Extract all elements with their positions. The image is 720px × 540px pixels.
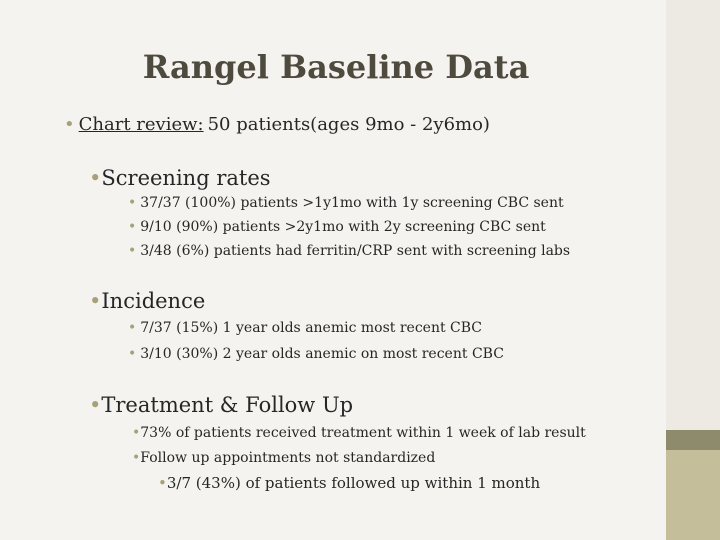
- incidence-item-text: 3/10 (30%) 2 year olds anemic on most recent CBC: [140, 346, 504, 362]
- screening-item-text: 37/37 (100%) patients >1y1mo with 1y screening CBC sent: [140, 195, 564, 211]
- incidence-heading-label: Incidence: [101, 289, 206, 313]
- chart-review-text: 50 patients(ages 9mo - 2y6mo): [207, 114, 490, 135]
- screening-item: [128, 195, 564, 211]
- bullet-icon: •: [89, 166, 102, 190]
- treatment-item: [132, 425, 586, 441]
- chart-review-label: Chart review:: [78, 114, 204, 135]
- bullet-icon: •: [128, 195, 137, 211]
- incidence-heading: [89, 289, 205, 313]
- slide-title: Rangel Baseline Data: [142, 48, 530, 86]
- bullet-icon: •: [89, 393, 102, 417]
- treatment-heading-label: Treatment & Follow Up: [101, 393, 354, 417]
- bullet-icon: •: [132, 450, 141, 466]
- screening-item-text: 3/48 (6%) patients had ferritin/CRP sent with screening labs: [140, 243, 571, 259]
- screening-item-text: 9/10 (90%) patients >2y1mo with 2y screening CBC sent: [140, 219, 546, 235]
- treatment-heading: [89, 393, 353, 417]
- incidence-item: [128, 346, 504, 362]
- screening-heading-label: Screening rates: [101, 166, 271, 190]
- incidence-item: [128, 320, 482, 336]
- bullet-icon: •: [128, 320, 137, 336]
- treatment-item-text: 73% of patients received treatment within 1 week of lab result: [140, 425, 586, 441]
- treatment-item-text: Follow up appointments not standardized: [140, 450, 436, 466]
- bullet-icon: •: [128, 219, 137, 235]
- sidebar-accent-light: [666, 450, 720, 540]
- bullet-icon: •: [64, 114, 75, 135]
- bullet-icon: •: [89, 289, 102, 313]
- treatment-item: [132, 450, 435, 466]
- bullet-icon: •: [128, 346, 137, 362]
- screening-item: [128, 243, 570, 259]
- sidebar-accent-dark: [666, 430, 720, 450]
- screening-item: [128, 219, 546, 235]
- incidence-item-text: 7/37 (15%) 1 year olds anemic most recent CBC: [140, 320, 483, 336]
- bullet-icon: •: [132, 425, 141, 441]
- screening-heading: [89, 166, 271, 190]
- chart-review-item: [64, 114, 490, 135]
- bullet-icon: •: [158, 474, 167, 492]
- treatment-subitem-text: 3/7 (43%) of patients followed up within 1 month: [166, 474, 541, 492]
- treatment-subitem: [158, 474, 540, 492]
- bullet-icon: •: [128, 243, 137, 259]
